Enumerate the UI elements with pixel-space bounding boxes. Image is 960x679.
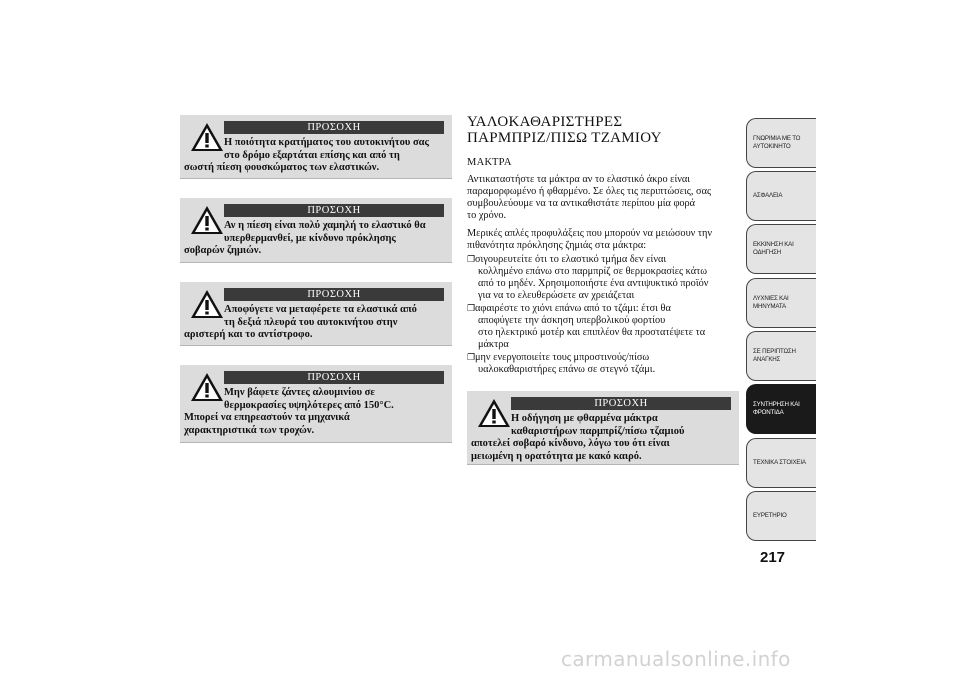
tab-maintenance-care[interactable]: ΣΥΝΤΗΡΗΣΗ ΚΑΙ ΦΡΟΝΤΙΔΑ bbox=[746, 384, 816, 434]
checkbox-bullet-icon: ❐ bbox=[467, 254, 476, 264]
tab-getting-to-know[interactable]: ΓΝΩΡΙΜΙΑ ΜΕ ΤΟ ΑΥΤΟΚΙΝΗΤΟ bbox=[746, 118, 816, 168]
paragraph-precautions: Μερικές απλές προφυλάξεις που μπορούν να μειώσουν την πιθανότητα πρόκλησης ζημιάς στα μάκτρα: bbox=[467, 228, 713, 251]
watermark: carmanualsonline.info bbox=[561, 647, 791, 671]
warning-text: Η ποιότητα κρατήματος του αυτοκινήτου σας στο δρόμο εξαρτάται επίσης και από τη σωστή πίεση φουσκώματος των ελαστικών. bbox=[184, 137, 429, 173]
paragraph-replace-blades: Αντικαταστήστε τα μάκτρα αν το ελαστικό άκρο είναι παραμορφωμένο ή φθαρμένο. Σε όλες τις περιπτώσεις, σας συμβουλεύουμε να τα αντικαθιστάτε περίπου μία φορά το χρόνο. bbox=[467, 174, 712, 221]
list-item: ❐αφαιρέστε το χιόνι επάνω από το τζάμι: έτσι θα αποφύγετε την άσκηση υπερβολικού φορτίου στο ηλεκτρικό μοτέρ και επιπλέον θα προστατέψετε τα μάκτρα bbox=[467, 303, 706, 350]
section-heading: ΜΑΚΤΡΑ bbox=[467, 157, 512, 168]
checkbox-bullet-icon: ❐ bbox=[467, 303, 476, 313]
tab-index[interactable]: ΕΥΡΕΤΗΡΙΟ bbox=[746, 491, 816, 541]
tab-starting-driving[interactable]: ΕΚΚΙΝΗΣΗ ΚΑΙ ΟΔΗΓΗΣΗ bbox=[746, 224, 816, 274]
list-item: ❐μην ενεργοποιείτε τους μπροστινούς/πίσω υαλοκαθαριστήρες επάνω σε στεγνό τζάμι. bbox=[467, 352, 656, 375]
warning-box-low-pressure bbox=[180, 198, 452, 263]
warning-text: Αν η πίεση είναι πολύ χαμηλή το ελαστικό θα υπερθερμανθεί, με κίνδυνο πρόκλησης σοβαρών ζημιών. bbox=[184, 220, 426, 256]
tab-emergency[interactable]: ΣΕ ΠΕΡΙΠΤΩΣΗ ΑΝΑΓΚΗΣ bbox=[746, 331, 816, 381]
tab-lights-messages[interactable]: ΛΥΧΝΙΕΣ ΚΑΙ ΜΗΝΥΜΑΤΑ bbox=[746, 278, 816, 328]
warning-box-tire-grip bbox=[180, 115, 452, 179]
tab-safety[interactable]: ΑΣΦΑΛΕΙΑ bbox=[746, 171, 816, 221]
warning-text: Η οδήγηση με φθαρμένα μάκτρα καθαριστήρων παρμπρίζ/πίσω τζαμιού αποτελεί σοβαρό κίνδυνο, λόγω του ότι είναι μειωμένη η ορατότητα με κακό καιρό. bbox=[471, 413, 685, 462]
warning-text: Μην βάφετε ζάντες αλουμινίου σε θερμοκρασίες υψηλότερες από 150°C. Μπορεί να επηρεαστούν τα μηχανικά χαρακτηριστικά των τροχών. bbox=[184, 387, 394, 436]
warning-box-alloy-paint bbox=[180, 365, 452, 443]
warning-header: ΠΡΟΣΟΧΗ bbox=[224, 204, 444, 217]
checkbox-bullet-icon: ❐ bbox=[467, 352, 476, 362]
warning-header: ΠΡΟΣΟΧΗ bbox=[224, 371, 444, 384]
chapter-tabs bbox=[746, 118, 816, 546]
bullet-list bbox=[467, 253, 742, 376]
warning-header: ΠΡΟΣΟΧΗ bbox=[224, 121, 444, 134]
page-title: ΥΑΛΟΚΑΘΑΡΙΣΤΗΡΕΣ ΠΑΡΜΠΡΙΖ/ΠΙΣΩ ΤΖΑΜΙΟΥ bbox=[467, 114, 662, 146]
page-number: 217 bbox=[760, 549, 786, 566]
list-item: ❐σιγουρευτείτε ότι το ελαστικό τμήμα δεν είναι κολλημένο επάνω στο παρμπρίζ σε θερμοκρασίες κάτω από το μηδέν. Χρησιμοποιήστε ένα αντιψυκτικό προϊόν για να το ελευθερώσετε αν χρειάζεται bbox=[467, 254, 709, 301]
warning-header: ΠΡΟΣΟΧΗ bbox=[224, 288, 444, 301]
warning-box-tire-swap bbox=[180, 282, 452, 346]
tab-technical-data[interactable]: ΤΕΧΝΙΚΑ ΣΤΟΙΧΕΙΑ bbox=[746, 438, 816, 488]
warning-header: ΠΡΟΣΟΧΗ bbox=[511, 397, 731, 410]
warning-box-worn-blades bbox=[467, 391, 739, 465]
warning-text: Αποφύγετε να μεταφέρετε τα ελαστικά από τη δεξιά πλευρά του αυτοκινήτου στην αριστερή και το αντίστροφο. bbox=[184, 304, 417, 340]
